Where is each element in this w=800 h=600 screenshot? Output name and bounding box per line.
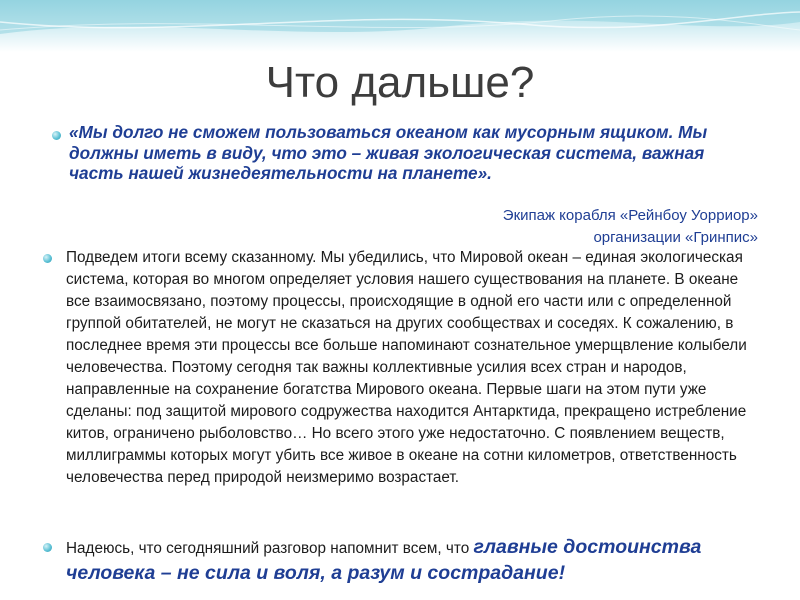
slide-title: Что дальше?: [265, 58, 535, 107]
greenpeace-quote: «Мы долго не сможем пользоваться океаном как мусорным ящиком. Мы должны иметь в виду, что это – живая экологическая система, важная часть нашей жизнедеятельности на планете».: [69, 122, 708, 183]
bullet-icon: [52, 131, 61, 140]
wave-decoration: [0, 0, 800, 52]
summary-paragraph: Подведем итоги всему сказанному. Мы убедились, что Мировой океан – единая экологическая система, которая во многом определяет условия нашего существования на планете. В океане все взаимосвязано, поэтому процессы, происходящие в одной его части или с определенной группой обитателей, не могут не сказаться на других сообществах и соседях. К сожалению, в последнее время эти процессы все больше напоминают сознательное умерщвление колыбели человечества. Поэтому сегодня так важны коллективные усилия всех стран и народов, направленные на сохранение богатства Мирового океана. Первые шаги на этом пути уже сделаны: под защитой мирового содружества находится Антарктида, прекращено истребление китов, ограничено рыболовство… Но всего этого уже недостаточно. С появлением веществ, миллиграммы которых могут убить все живое в океане на сотни километров, ответственность человечества перед природой неизмеримо возрастает.: [66, 249, 747, 486]
closing-text: Надеюсь, что сегодняшний разговор напомнит всем, что: [66, 540, 474, 557]
closing-paragraph: [66, 535, 766, 587]
bullet-icon: [43, 254, 52, 263]
attribution-line: Экипаж корабля «Рейнбоу Уорриор»: [502, 207, 758, 224]
bullet-icon: [43, 543, 52, 552]
closing-emphasis: главные достоинства человека – не сила и воля, а разум и сострадание!: [66, 536, 702, 584]
quote-attribution: [503, 205, 758, 248]
attribution-line: организации «Гринпис»: [593, 228, 758, 246]
decorative-wave-band: [0, 0, 800, 52]
